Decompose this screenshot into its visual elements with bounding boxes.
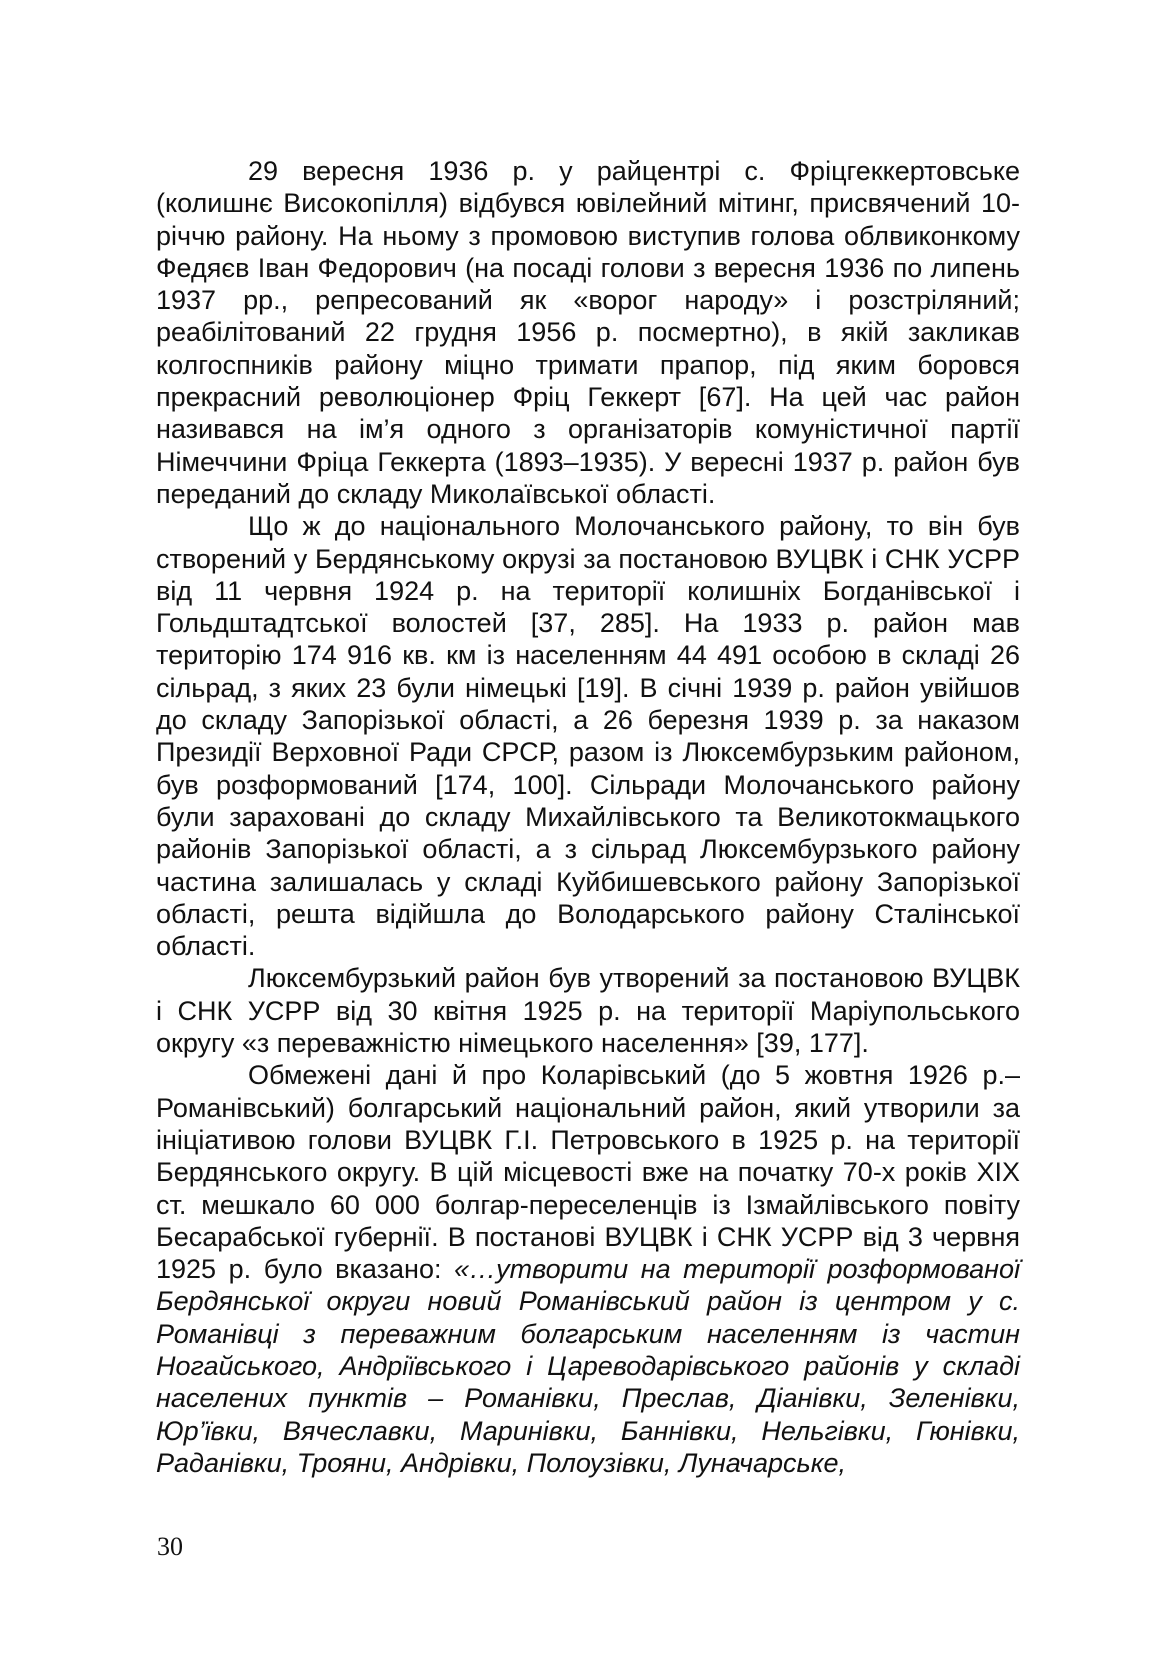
paragraph-4-text: Обмежені дані й про Коларівський (до 5 жовтня 1926 р.– Романівський) болгарський національний район, який утворили за ініціативою голови ВУЦВК Г.І. Петровського в 1925 р. на території Бердянського округу. В цій місцевості вже на початку 70-х років XIX ст. мешкало 60 000 болгар-переселенців із Ізмайлівського повіту Бесарабської губернії. В постанові ВУЦВК і СНК УСРР від 3 червня 1925 р. було вказано: bbox=[156, 1060, 1020, 1285]
paragraph-3: Люксембурзький район був утворений за постановою ВУЦВК і СНК УСРР від 30 квітня 1925 р. на території Маріупольського округу «з переважністю німецького населення» [39, 177]. bbox=[156, 963, 1020, 1059]
page-number: 30 bbox=[157, 1532, 183, 1561]
paragraph-4 bbox=[156, 1059, 1020, 1479]
paragraph-4-quote: «…утворити на території розформованої Бердянської округи новий Романівський район із центром у с. Романівці з переважним болгарським населенням із частин Ногайського, Андріївського і Цареводарівського районів у складі населених пунктів – Романівки, Преслав, Діанівки, Зеленівки, Юр’ївки, Вячеславки, Маринівки, Баннівки, Нельгівки, Гюнівки, Раданівки, Трояни, Андрівки, Полоузівки, Луначарське, bbox=[156, 1254, 1020, 1478]
paragraph-1: 29 вересня 1936 р. у райцентрі с. Фріцгеккертовське (колишнє Високопілля) відбувся ювілейний мітинг, присвячений 10-річчю району. На ньому з промовою виступив голова облвиконкому Федяєв Іван Федорович (на посаді голови з вересня 1936 по липень 1937 рр., репресований як «ворог народу» і розстріляний; реабілітований 22 грудня 1956 р. посмертно), в якій закликав колгоспників району міцно тримати прапор, під яким боровся прекрасний революціонер Фріц Геккерт [67]. На цей час район називався на ім’я одного з організаторів комуністичної партії Німеччини Фріца Геккерта (1893–1935). У вересні 1937 р. район був переданий до складу Миколаївської області. bbox=[156, 156, 1020, 509]
body-text bbox=[156, 155, 1020, 1479]
paragraph-2: Що ж до національного Молочанського району, то він був створений у Бердянському окрузі за постановою ВУЦВК і СНК УСРР від 11 червня 1924 р. на території колишніх Богданівської і Гольдштадтської волостей [37, 285]. На 1933 р. район мав територію 174 916 кв. км із населенням 44 491 особою в складі 26 сільрад, з яких 23 були німецькі [19]. В січні 1939 р. район увійшов до складу Запорізької області, а 26 березня 1939 р. за наказом Президії Верховної Ради СРСР, разом із Люксембурзьким районом, був розформований [174, 100]. Сільради Молочанського району були зараховані до складу Михайлівського та Великотокмацького районів Запорізької області, а з сільрад Люксембурзького району частина залишалась у складі Куйбишевського району Запорізької області, решта відійшла до Володарського району Сталінської області. bbox=[156, 511, 1020, 962]
